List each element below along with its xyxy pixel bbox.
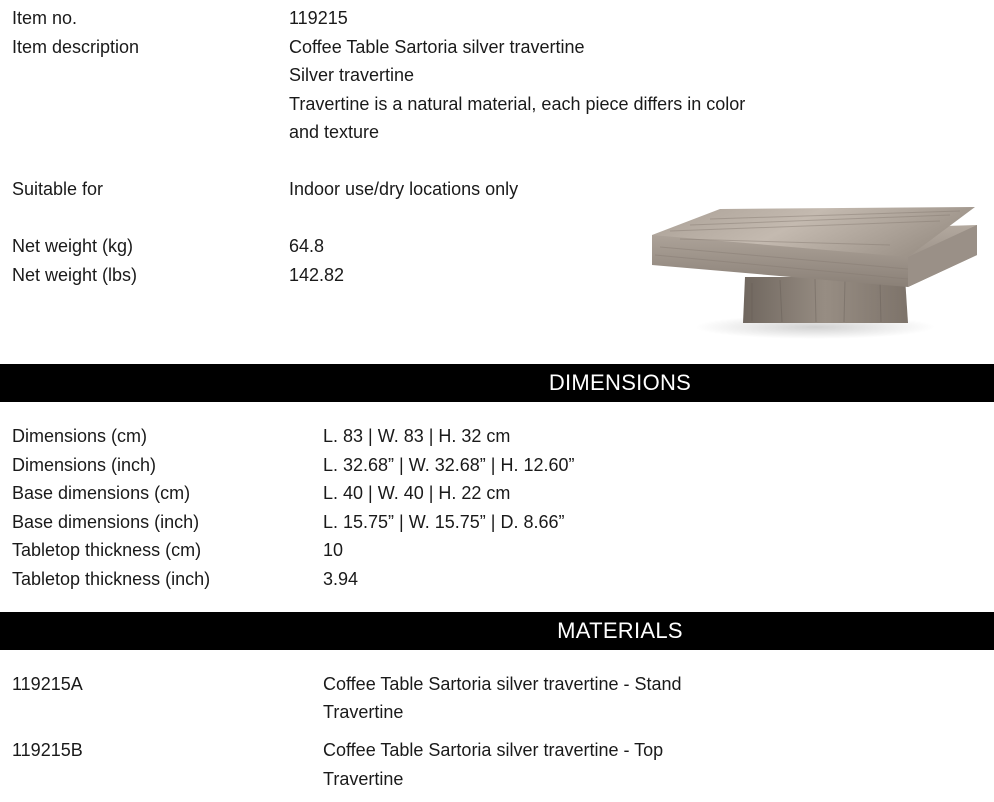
dimension-value: 3.94 (323, 569, 359, 589)
suitable-for-label: Suitable for (12, 179, 104, 199)
dimensions-heading: DIMENSIONS (548, 370, 692, 395)
materials-heading-band (0, 612, 994, 650)
item-description-line: Travertine is a natural material, each piece differs in color (289, 94, 746, 114)
dimension-label: Base dimensions (cm) (12, 483, 191, 503)
material-part-name: Coffee Table Sartoria silver travertine - Stand (323, 674, 682, 694)
net-weight-lbs-label: Net weight (lbs) (12, 265, 138, 285)
dimension-label: Dimensions (inch) (12, 455, 157, 475)
product-image (640, 195, 990, 345)
dimension-label: Tabletop thickness (inch) (12, 569, 211, 589)
item-description-label: Item description (12, 37, 140, 57)
dimension-value: L. 15.75” | W. 15.75” | D. 8.66” (323, 512, 565, 532)
net-weight-kg-label: Net weight (kg) (12, 236, 134, 256)
dimensions-row (0, 422, 994, 451)
dimension-value: L. 40 | W. 40 | H. 22 cm (323, 483, 511, 503)
dimension-value: L. 32.68” | W. 32.68” | H. 12.60” (323, 455, 575, 475)
material-item (0, 736, 994, 765)
dimensions-row (0, 508, 994, 537)
dimensions-row (0, 536, 994, 565)
item-description-row (0, 118, 994, 147)
dimension-label: Dimensions (cm) (12, 426, 148, 446)
item-description-line: Silver travertine (289, 65, 415, 85)
item-no-row (0, 4, 994, 33)
net-weight-lbs-value: 142.82 (289, 265, 345, 285)
item-description-row (0, 61, 994, 90)
dimensions-row (0, 565, 994, 594)
suitable-for-value: Indoor use/dry locations only (289, 179, 519, 199)
material-type: Travertine (323, 702, 404, 722)
material-item (0, 670, 994, 699)
dimensions-row (0, 451, 994, 480)
item-description-row (0, 90, 994, 119)
dimensions-row (0, 479, 994, 508)
material-type: Travertine (323, 769, 404, 789)
item-no-label: Item no. (12, 8, 78, 28)
dimensions-heading-band (0, 364, 994, 402)
material-code: 119215B (12, 740, 83, 760)
item-description-line: and texture (289, 122, 380, 142)
dimension-label: Tabletop thickness (cm) (12, 540, 202, 560)
item-description-row (0, 33, 994, 62)
item-no-value: 119215 (289, 8, 348, 28)
material-code: 119215A (12, 674, 83, 694)
item-description-line: Coffee Table Sartoria silver travertine (289, 37, 585, 57)
dimension-value: L. 83 | W. 83 | H. 32 cm (323, 426, 511, 446)
material-part-name: Coffee Table Sartoria silver travertine - Top (323, 740, 664, 760)
materials-heading: MATERIALS (557, 618, 683, 643)
material-item (0, 765, 994, 794)
material-item (0, 698, 994, 727)
dimension-label: Base dimensions (inch) (12, 512, 200, 532)
dimension-value: 10 (323, 540, 344, 560)
net-weight-kg-value: 64.8 (289, 236, 325, 256)
